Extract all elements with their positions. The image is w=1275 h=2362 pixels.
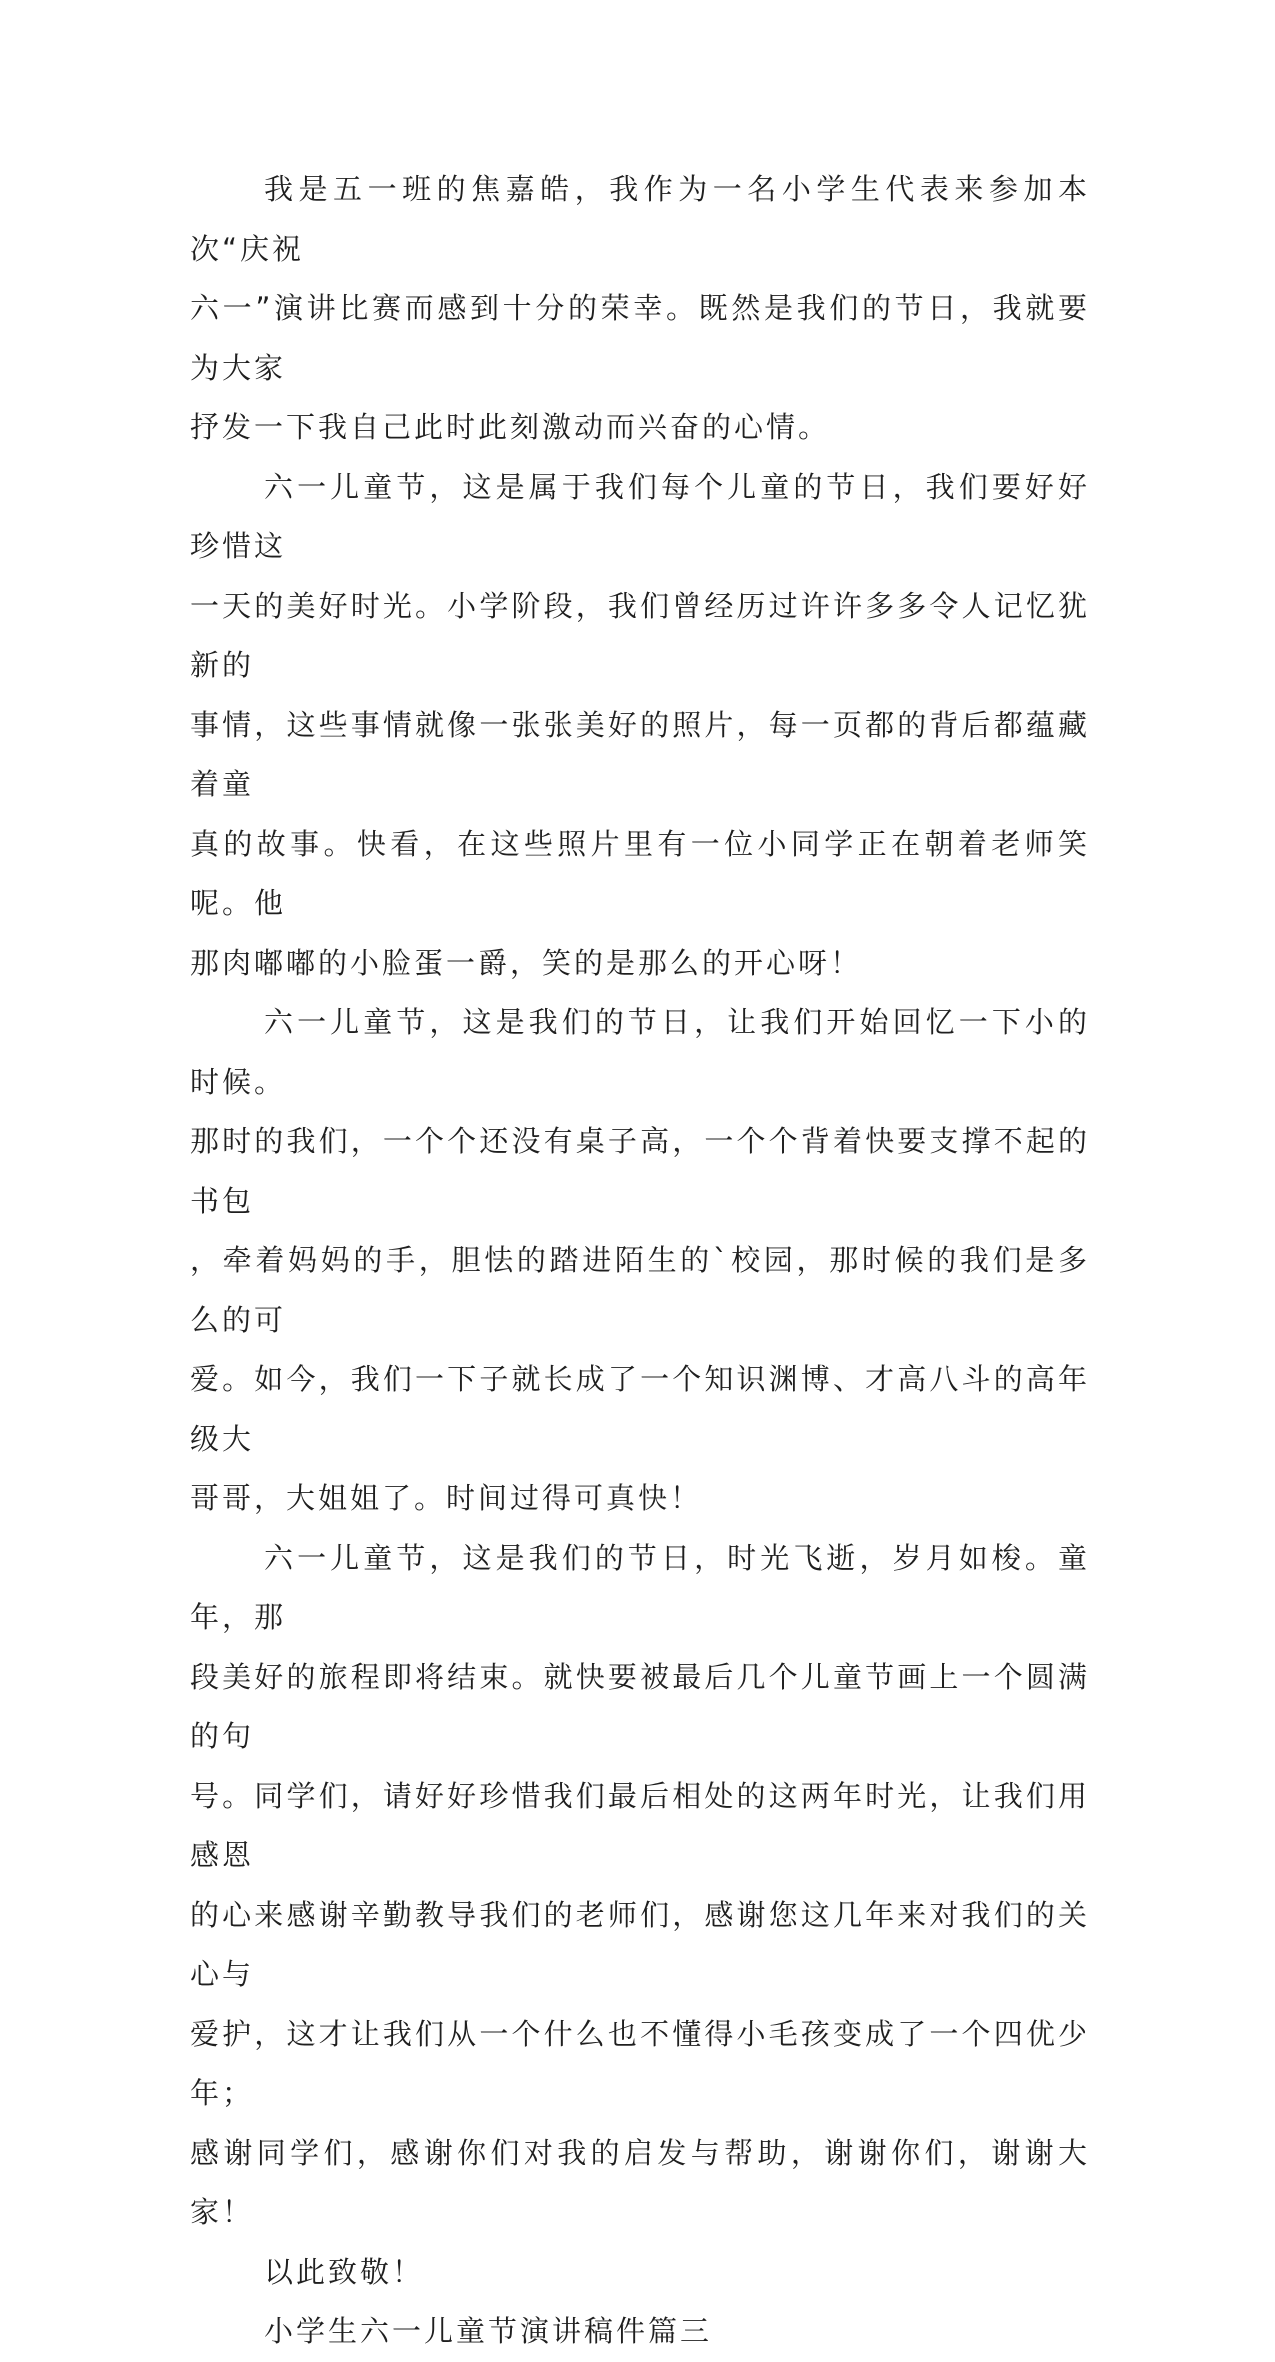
paragraph-2 [190, 458, 1090, 994]
text-line: 六一儿童节，这是属于我们每个儿童的节日，我们要好好珍惜这 [190, 469, 1090, 563]
text-line: 一天的美好时光。小学阶段，我们曾经历过许许多多令人记忆犹新的 [190, 588, 1090, 682]
text-line: 那时的我们，一个个还没有桌子高，一个个背着快要支撑不起的书包 [190, 1124, 1090, 1218]
text-line: 六一儿童节，这是我们的节日，让我们开始回忆一下小的时候。 [190, 1005, 1090, 1099]
paragraph-3 [190, 993, 1090, 1529]
paragraph-4 [190, 1529, 1090, 2243]
text-line: 爱护，这才让我们从一个什么也不懂得小毛孩变成了一个四优少年； [190, 2016, 1090, 2110]
text-line: 真的故事。快看，在这些照片里有一位小同学正在朝着老师笑呢。他 [190, 826, 1090, 920]
text-line: 哥哥，大姐姐了。时间过得可真快！ [190, 1481, 703, 1515]
text-line: 段美好的旅程即将结束。就快要被最后几个儿童节画上一个圆满的句 [190, 1659, 1090, 1753]
document-body [190, 160, 1090, 2362]
text-line: 号。同学们，请好好珍惜我们最后相处的这两年时光，让我们用感恩 [190, 1778, 1090, 1872]
text-line: 感谢同学们，感谢你们对我的启发与帮助，谢谢你们，谢谢大家！ [190, 2135, 1090, 2229]
section-heading [190, 2302, 1090, 2362]
text-line: 小学生六一儿童节演讲稿件篇三 [264, 2314, 713, 2348]
paragraph-closing [190, 2243, 1090, 2303]
text-line: ，牵着妈妈的手，胆怯的踏进陌生的`校园，那时候的我们是多么的可 [190, 1243, 1090, 1337]
text-line: 以此致敬！ [264, 2254, 425, 2289]
text-line: 的心来感谢辛勤教导我们的老师们，感谢您这几年来对我们的关心与 [190, 1897, 1090, 1991]
text-line: 爱。如今，我们一下子就长成了一个知识渊博、才高八斗的高年级大 [190, 1362, 1090, 1456]
text-line: 六一儿童节，这是我们的节日，时光飞逝，岁月如梭。童年，那 [190, 1540, 1090, 1634]
text-line: 那肉嘟嘟的小脸蛋一爵，笑的是那么的开心呀！ [190, 945, 863, 980]
text-line: 六一”演讲比赛而感到十分的荣幸。既然是我们的节日，我就要为大家 [190, 291, 1090, 385]
text-line: 事情，这些事情就像一张张美好的照片，每一页都的背后都蕴藏着童 [190, 707, 1090, 801]
paragraph-1 [190, 160, 1090, 458]
text-line: 我是五一班的焦嘉皓，我作为一名小学生代表来参加本次“庆祝 [190, 172, 1090, 266]
text-line: 抒发一下我自己此时此刻激动而兴奋的心情。 [190, 410, 831, 444]
